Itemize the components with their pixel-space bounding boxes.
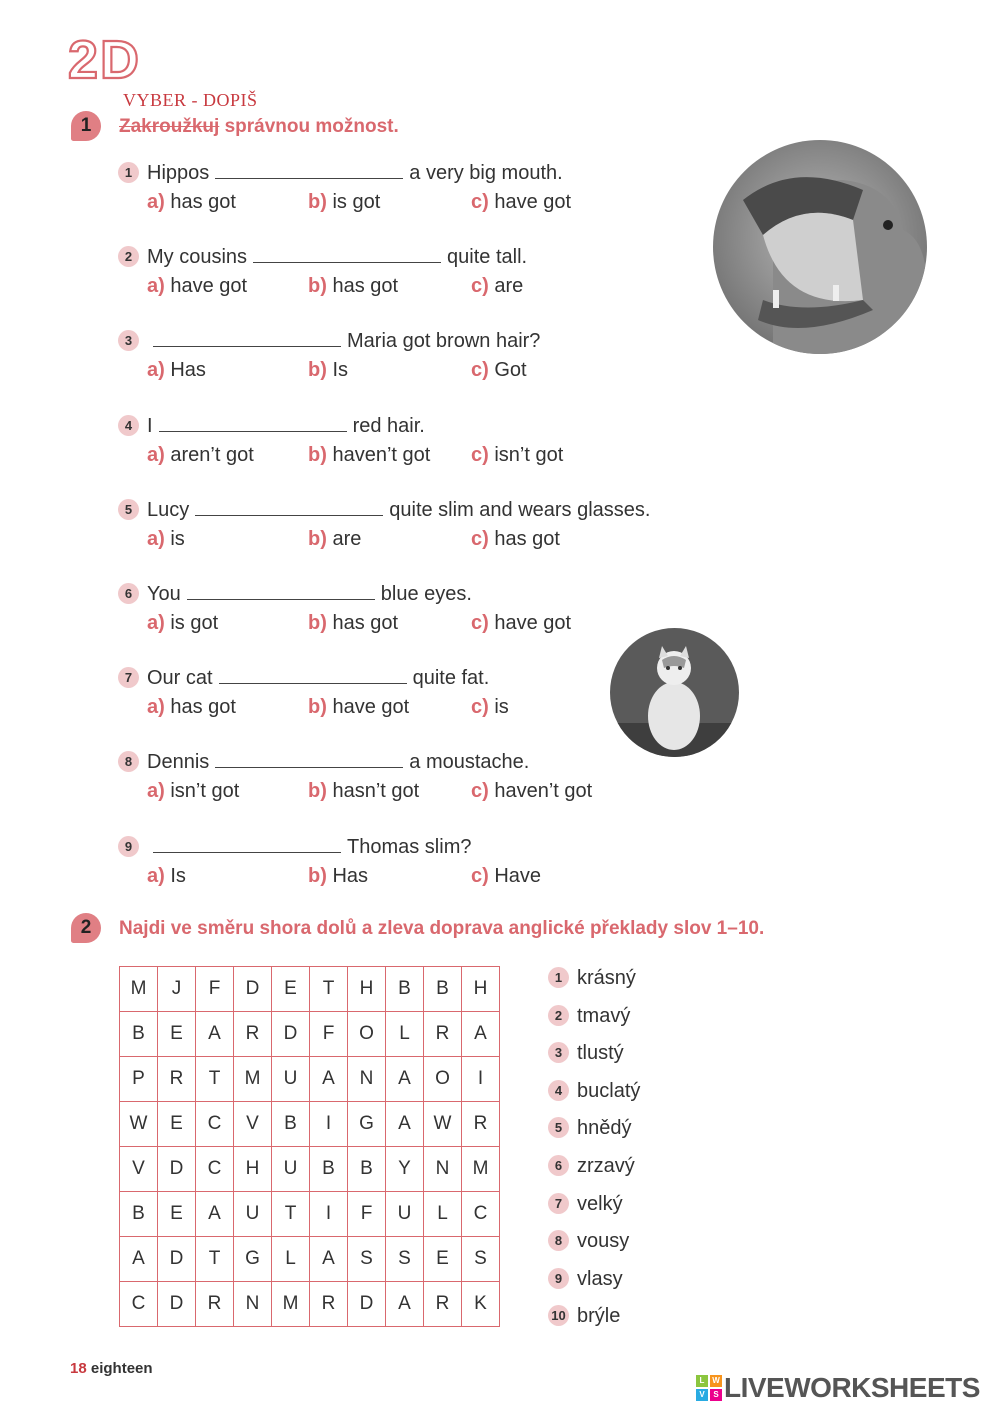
word-number: 8 <box>548 1230 569 1251</box>
grid-row <box>120 1012 500 1057</box>
word-number: 1 <box>548 967 569 988</box>
word-text: tlustý <box>577 1042 624 1065</box>
question-number: 7 <box>118 667 139 688</box>
option-text: have got <box>170 275 248 297</box>
option-text: Has <box>170 359 206 381</box>
grid-row <box>120 1192 500 1237</box>
grid-cell[interactable]: I <box>310 1102 348 1147</box>
grid-cell[interactable]: R <box>310 1282 348 1327</box>
answer-option[interactable] <box>308 275 398 298</box>
grid-cell[interactable]: B <box>386 967 424 1012</box>
option-text: has got <box>332 612 399 634</box>
answer-option[interactable] <box>471 444 563 467</box>
unit-heading <box>66 28 158 88</box>
grid-cell[interactable]: R <box>158 1057 196 1102</box>
grid-cell[interactable]: B <box>310 1147 348 1192</box>
answer-blank[interactable] <box>219 665 407 684</box>
unit-label: 2D <box>68 30 142 88</box>
grid-cell[interactable]: B <box>272 1102 310 1147</box>
grid-cell[interactable]: A <box>386 1102 424 1147</box>
question-text-after: a moustache. <box>409 751 530 773</box>
grid-cell[interactable]: D <box>234 967 272 1012</box>
question-text-before: I <box>147 415 153 437</box>
subtitle: VYBER - DOPIŠ <box>123 90 258 110</box>
word-item <box>548 1305 620 1328</box>
option-text: has got <box>170 696 236 718</box>
grid-row <box>120 1057 500 1102</box>
brand-logo-icon <box>696 1375 722 1401</box>
answer-option[interactable] <box>471 528 560 551</box>
word-text: krásný <box>577 967 636 989</box>
question-line <box>118 834 471 860</box>
option-text: has got <box>494 528 560 550</box>
word-text: buclatý <box>577 1079 641 1102</box>
option-letter: c) <box>471 612 489 634</box>
grid-cell[interactable]: F <box>310 1012 348 1057</box>
grid-cell[interactable]: A <box>310 1237 348 1282</box>
answer-option[interactable] <box>471 359 527 382</box>
grid-cell[interactable]: V <box>234 1102 272 1147</box>
grid-cell[interactable]: V <box>120 1147 158 1192</box>
option-text: Is <box>170 865 186 887</box>
grid-cell[interactable]: H <box>234 1147 272 1192</box>
word-number: 5 <box>548 1117 569 1138</box>
grid-cell[interactable]: D <box>272 1012 310 1057</box>
grid-cell[interactable]: L <box>424 1192 462 1237</box>
grid-cell[interactable]: A <box>386 1057 424 1102</box>
option-text: is <box>494 696 509 718</box>
grid-cell[interactable]: F <box>196 967 234 1012</box>
word-text: zrzavý <box>577 1155 635 1177</box>
option-letter: b) <box>308 696 327 718</box>
word-item <box>548 1193 623 1216</box>
option-letter: c) <box>471 191 489 213</box>
question-text-after: a very big mouth. <box>409 162 563 184</box>
option-text: aren’t got <box>170 444 254 466</box>
option-text: haven’t got <box>494 780 593 802</box>
grid-cell[interactable]: I <box>462 1057 500 1102</box>
grid-row <box>120 967 500 1012</box>
grid-cell[interactable]: C <box>196 1147 234 1192</box>
question-number: 9 <box>118 836 139 857</box>
word-number: 2 <box>548 1005 569 1026</box>
exercise-2-instruction: Najdi ve směru shora dolů a zleva doprava anglické překlady slov 1–10. <box>119 918 765 939</box>
option-text: have got <box>332 696 410 718</box>
grid-cell[interactable]: T <box>310 967 348 1012</box>
option-letter: b) <box>308 528 327 550</box>
answer-option[interactable] <box>147 612 218 635</box>
brand-watermark <box>696 1372 980 1404</box>
question-text-after: red hair. <box>352 415 425 437</box>
grid-cell[interactable]: M <box>272 1282 310 1327</box>
word-number: 10 <box>548 1305 569 1326</box>
word-item <box>548 1042 624 1065</box>
option-text: hasn’t got <box>332 780 420 802</box>
brand-logo-letter: V <box>696 1389 708 1401</box>
question-number: 2 <box>118 246 139 267</box>
option-letter: b) <box>308 191 327 213</box>
grid-cell[interactable]: S <box>386 1237 424 1282</box>
word-search-grid <box>119 966 500 1327</box>
grid-cell[interactable]: P <box>120 1057 158 1102</box>
grid-cell[interactable]: O <box>424 1057 462 1102</box>
question-line <box>118 244 527 270</box>
answer-option[interactable] <box>471 780 592 803</box>
answer-option[interactable] <box>147 865 186 888</box>
grid-cell[interactable]: E <box>272 967 310 1012</box>
answer-option[interactable] <box>308 359 348 382</box>
grid-cell[interactable]: A <box>120 1237 158 1282</box>
grid-cell[interactable]: U <box>386 1192 424 1237</box>
grid-cell[interactable]: A <box>196 1192 234 1237</box>
grid-cell[interactable]: U <box>272 1057 310 1102</box>
question-line <box>118 581 472 607</box>
word-text: hnědý <box>577 1117 632 1140</box>
answer-option[interactable] <box>147 191 236 214</box>
grid-cell[interactable]: O <box>348 1012 386 1057</box>
brand-logo-letter: S <box>710 1389 722 1401</box>
word-text: tmavý <box>577 1004 631 1027</box>
answer-option[interactable] <box>308 444 430 467</box>
word-number: 9 <box>548 1268 569 1289</box>
grid-cell[interactable]: A <box>196 1012 234 1057</box>
option-text: is got <box>332 191 381 213</box>
grid-cell[interactable]: H <box>348 967 386 1012</box>
word-item <box>548 967 636 990</box>
question-line <box>118 665 489 691</box>
answer-blank[interactable] <box>187 581 375 600</box>
grid-cell[interactable]: M <box>234 1057 272 1102</box>
option-text: have got <box>494 612 572 634</box>
question-text-after: Maria got brown hair? <box>347 330 541 352</box>
option-text: Have <box>494 865 542 887</box>
question-text-before: My cousins <box>147 246 248 268</box>
option-letter: c) <box>471 275 489 297</box>
brand-logo-letter: L <box>696 1375 708 1387</box>
question-text-after: quite tall. <box>447 246 528 268</box>
option-letter: a) <box>147 359 165 381</box>
word-item <box>548 1080 640 1103</box>
answer-option[interactable] <box>308 528 361 551</box>
option-text: are <box>332 528 362 550</box>
option-letter: b) <box>308 780 327 802</box>
question-number: 4 <box>118 415 139 436</box>
question-number: 6 <box>118 583 139 604</box>
grid-cell[interactable]: A <box>462 1012 500 1057</box>
grid-cell[interactable]: L <box>272 1237 310 1282</box>
grid-cell[interactable]: R <box>196 1282 234 1327</box>
grid-cell[interactable]: U <box>234 1192 272 1237</box>
question-text-after: quite slim and wears glasses. <box>389 499 651 521</box>
answer-option[interactable] <box>471 612 571 635</box>
grid-cell[interactable]: S <box>462 1237 500 1282</box>
struck-instruction-word: Zakroužkuj <box>119 116 220 137</box>
grid-cell[interactable]: J <box>158 967 196 1012</box>
option-text: is <box>170 528 185 550</box>
grid-cell[interactable]: K <box>462 1282 500 1327</box>
grid-cell[interactable]: R <box>424 1012 462 1057</box>
grid-cell[interactable]: E <box>424 1237 462 1282</box>
grid-cell[interactable]: F <box>348 1192 386 1237</box>
grid-cell[interactable]: T <box>196 1057 234 1102</box>
answer-blank[interactable] <box>215 160 403 179</box>
answer-option[interactable] <box>471 191 571 214</box>
option-letter: b) <box>308 275 327 297</box>
question-line <box>118 160 563 186</box>
exercise-1-instruction <box>119 116 399 138</box>
question-number: 8 <box>118 751 139 772</box>
option-letter: a) <box>147 612 165 634</box>
option-text: Got <box>494 359 527 381</box>
option-text: are <box>494 275 524 297</box>
grid-cell[interactable]: E <box>158 1102 196 1147</box>
grid-cell[interactable]: B <box>424 967 462 1012</box>
grid-cell[interactable]: I <box>310 1192 348 1237</box>
page-word: eighteen <box>90 1360 153 1377</box>
answer-option[interactable] <box>147 528 185 551</box>
answer-option[interactable] <box>308 865 368 888</box>
word-item <box>548 1268 623 1291</box>
option-letter: c) <box>471 696 489 718</box>
grid-cell[interactable]: C <box>462 1192 500 1237</box>
grid-cell[interactable]: C <box>120 1282 158 1327</box>
answer-option[interactable] <box>471 275 523 298</box>
grid-row <box>120 1102 500 1147</box>
word-text: vousy <box>577 1230 630 1253</box>
answer-blank[interactable] <box>153 834 341 853</box>
answer-option[interactable] <box>308 612 398 635</box>
option-letter: a) <box>147 444 165 466</box>
option-text: has got <box>170 191 236 213</box>
word-item <box>548 1155 635 1178</box>
answer-blank[interactable] <box>159 413 347 432</box>
grid-cell[interactable]: H <box>462 967 500 1012</box>
question-number: 1 <box>118 162 139 183</box>
word-text: velký <box>577 1192 623 1215</box>
answer-blank[interactable] <box>153 328 341 347</box>
word-item <box>548 1117 632 1140</box>
question-text-before: You <box>147 583 181 605</box>
option-letter: a) <box>147 780 165 802</box>
grid-cell[interactable]: A <box>386 1282 424 1327</box>
word-text: brýle <box>577 1305 621 1328</box>
option-letter: a) <box>147 191 165 213</box>
grid-cell[interactable]: B <box>120 1012 158 1057</box>
grid-cell[interactable]: M <box>120 967 158 1012</box>
grid-cell[interactable]: Y <box>386 1147 424 1192</box>
grid-cell[interactable]: R <box>234 1012 272 1057</box>
grid-cell[interactable]: W <box>120 1102 158 1147</box>
question-text-before: Our cat <box>147 667 213 689</box>
grid-cell[interactable]: N <box>424 1147 462 1192</box>
word-item <box>548 1230 629 1253</box>
option-text: isn’t got <box>494 444 564 466</box>
option-letter: a) <box>147 696 165 718</box>
word-item <box>548 1005 630 1028</box>
grid-cell[interactable]: E <box>158 1012 196 1057</box>
grid-cell[interactable]: R <box>424 1282 462 1327</box>
instruction-text: správnou možnost. <box>224 116 399 137</box>
question-text-after: quite fat. <box>412 667 490 689</box>
exercise-number: 2 <box>71 913 101 943</box>
answer-option[interactable] <box>308 191 380 214</box>
option-letter: b) <box>308 444 327 466</box>
grid-cell[interactable]: B <box>120 1192 158 1237</box>
answer-option[interactable] <box>147 275 247 298</box>
question-line <box>118 328 540 354</box>
option-text: is got <box>170 612 219 634</box>
grid-cell[interactable]: N <box>348 1057 386 1102</box>
grid-cell[interactable]: S <box>348 1237 386 1282</box>
brand-name: LIVEWORKSHEETS <box>724 1372 980 1403</box>
page-footer <box>70 1360 153 1377</box>
question-number: 5 <box>118 499 139 520</box>
option-letter: a) <box>147 275 165 297</box>
word-number: 6 <box>548 1155 569 1176</box>
grid-cell[interactable]: A <box>310 1057 348 1102</box>
grid-cell[interactable]: D <box>158 1147 196 1192</box>
grid-cell[interactable]: D <box>158 1237 196 1282</box>
option-letter: c) <box>471 865 489 887</box>
grid-row <box>120 1147 500 1192</box>
question-line <box>118 749 529 775</box>
option-text: haven’t got <box>332 444 431 466</box>
grid-cell[interactable]: G <box>348 1102 386 1147</box>
answer-blank[interactable] <box>195 497 383 516</box>
question-text-before: Dennis <box>147 751 210 773</box>
option-letter: b) <box>308 359 327 381</box>
grid-cell[interactable]: D <box>158 1282 196 1327</box>
question-text-after: blue eyes. <box>380 583 472 605</box>
option-letter: c) <box>471 444 489 466</box>
grid-cell[interactable]: B <box>348 1147 386 1192</box>
word-number: 3 <box>548 1042 569 1063</box>
option-letter: b) <box>308 612 327 634</box>
answer-option[interactable] <box>147 780 239 803</box>
grid-cell[interactable]: N <box>234 1282 272 1327</box>
grid-cell[interactable]: M <box>462 1147 500 1192</box>
word-number: 4 <box>548 1080 569 1101</box>
grid-cell[interactable]: G <box>234 1237 272 1282</box>
answer-option[interactable] <box>147 444 254 467</box>
grid-cell[interactable]: U <box>272 1147 310 1192</box>
option-text: Has <box>332 865 369 887</box>
question-text-after: Thomas slim? <box>347 836 472 858</box>
option-letter: a) <box>147 865 165 887</box>
grid-cell[interactable]: R <box>462 1102 500 1147</box>
question-number: 3 <box>118 330 139 351</box>
answer-blank[interactable] <box>215 749 403 768</box>
answer-option[interactable] <box>308 780 419 803</box>
word-number: 7 <box>548 1193 569 1214</box>
option-letter: b) <box>308 865 327 887</box>
option-letter: a) <box>147 528 165 550</box>
word-text: vlasy <box>577 1267 623 1290</box>
hippo-photo <box>713 140 927 354</box>
answer-option[interactable] <box>147 696 236 719</box>
grid-cell[interactable]: W <box>424 1102 462 1147</box>
grid-cell[interactable]: E <box>158 1192 196 1237</box>
grid-cell[interactable]: C <box>196 1102 234 1147</box>
brand-logo-letter: W <box>710 1375 722 1387</box>
option-text: have got <box>494 191 572 213</box>
page-number: 18 <box>70 1360 87 1377</box>
question-text-before: Hippos <box>147 162 210 184</box>
grid-cell[interactable]: T <box>272 1192 310 1237</box>
option-text: has got <box>332 275 399 297</box>
option-text: Is <box>332 359 349 381</box>
exercise-number: 1 <box>71 111 101 141</box>
answer-blank[interactable] <box>253 244 441 263</box>
question-line <box>118 497 650 523</box>
grid-cell[interactable]: T <box>196 1237 234 1282</box>
answer-option[interactable] <box>308 696 409 719</box>
grid-cell[interactable]: L <box>386 1012 424 1057</box>
grid-row <box>120 1282 500 1327</box>
answer-option[interactable] <box>471 865 541 888</box>
question-text-before: Lucy <box>147 499 190 521</box>
option-letter: c) <box>471 528 489 550</box>
option-letter: c) <box>471 359 489 381</box>
option-text: isn’t got <box>170 780 240 802</box>
grid-cell[interactable]: D <box>348 1282 386 1327</box>
answer-option[interactable] <box>471 696 509 719</box>
answer-option[interactable] <box>147 359 206 382</box>
question-line <box>118 413 425 439</box>
cat-photo <box>610 628 739 757</box>
grid-row <box>120 1237 500 1282</box>
option-letter: c) <box>471 780 489 802</box>
